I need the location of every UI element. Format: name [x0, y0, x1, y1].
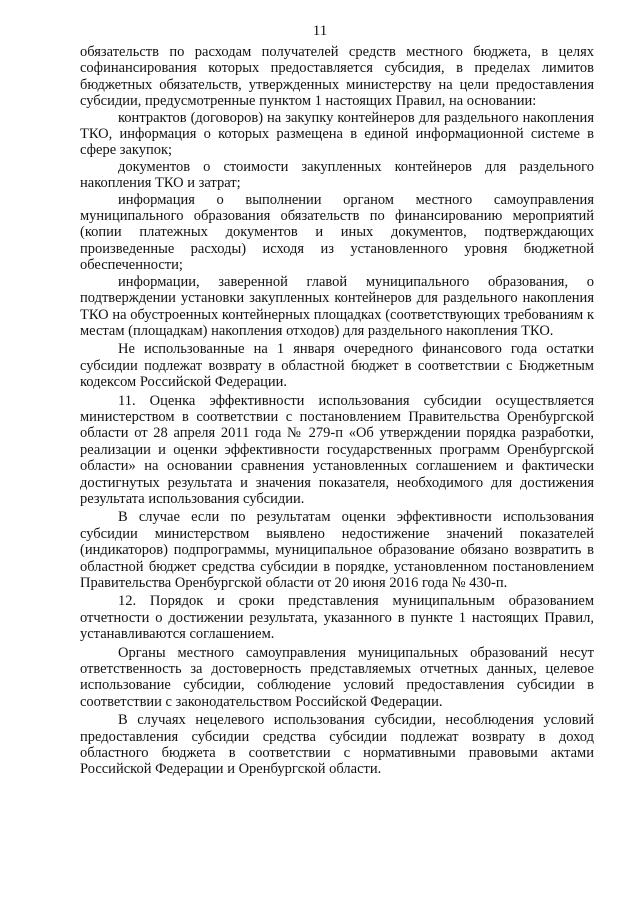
paragraph-unused-balance: Не использованные на 1 января очередного финансового года остатки субсидии подлежат возврату в областной бюджет в соответствии с Бюджетным кодексом Российской Федерации. [80, 341, 594, 391]
paragraph-financing-info: информация о выполнении органом местного самоуправления муниципального образования обязательств по финансированию мероприятий (копии платежных документов и иных документов, подтверждающих произведенные расходы) исходя из установленного уровня бюджетной обеспеченности; [80, 191, 594, 274]
document-body [80, 44, 594, 778]
paragraph-item-11: 11. Оценка эффективности использования субсидии осуществляется министерством в соответствии с постановлением Правительства Оренбургской области от 28 апреля 2011 года № 279-п «Об утверждении порядка разработки, реализации и оценки эффективности государственных программ Оренбургской области» на основании сравнения установленных соглашением и фактически достигнутых результата и значения показателя, необходимого для достижения результата использования субсидии. [80, 392, 594, 507]
page-number: 11 [312, 23, 328, 39]
paragraph-item-12: 12. Порядок и сроки представления муниципальным образованием отчетности о достижении результата, указанного в пункте 1 настоящих Правил, устанавливаются соглашением. [80, 593, 594, 643]
paragraph-contracts: контрактов (договоров) на закупку контейнеров для раздельного накопления ТКО, информация о которых размещена в единой информационной системе в сфере закупок; [80, 109, 594, 159]
paragraph-misuse: В случаях нецелевого использования субсидии, несоблюдения условий предоставления субсидии средства субсидии подлежат возврату в доход областного бюджета в соответствии с нормативными правовыми актами Российской Федерации и Оренбургской области. [80, 712, 594, 778]
paragraph-installation-info: информации, заверенной главой муниципального образования, о подтверждении установки закупленных контейнеров для раздельного накопления ТКО на обустроенных контейнерных площадках (соответствующих требованиям к местам (площадкам) накопления отходов) для раздельного накопления ТКО. [80, 273, 594, 339]
paragraph-responsibility: Органы местного самоуправления муниципальных образований несут ответственность за достоверность представляемых отчетных данных, целевое использование субсидии, соблюдение условий предоставления субсидии в соответствии с законодательством Российской Федерации. [80, 644, 594, 710]
paragraph-cost-documents: документов о стоимости закупленных контейнеров для раздельного накопления ТКО и затрат; [80, 158, 594, 192]
paragraph-underachievement: В случае если по результатам оценки эффективности использования субсидии министерством выявлено недостижение значений показателей (индикаторов) подпрограммы, муниципальное образование обязано возвратить в областной бюджет средства субсидии в порядке, установленном постановлением Правительства Оренбургской области от 20 июня 2016 года № 430-п. [80, 509, 594, 591]
paragraph-continuation: обязательств по расходам получателей средств местного бюджета, в целях софинансирования которых предоставляется субсидия, в пределах лимитов бюджетных обязательств, утвержденных министерству на цели предоставления субсидии, предусмотренные пунктом 1 настоящих Правил, на основании: [80, 44, 594, 110]
